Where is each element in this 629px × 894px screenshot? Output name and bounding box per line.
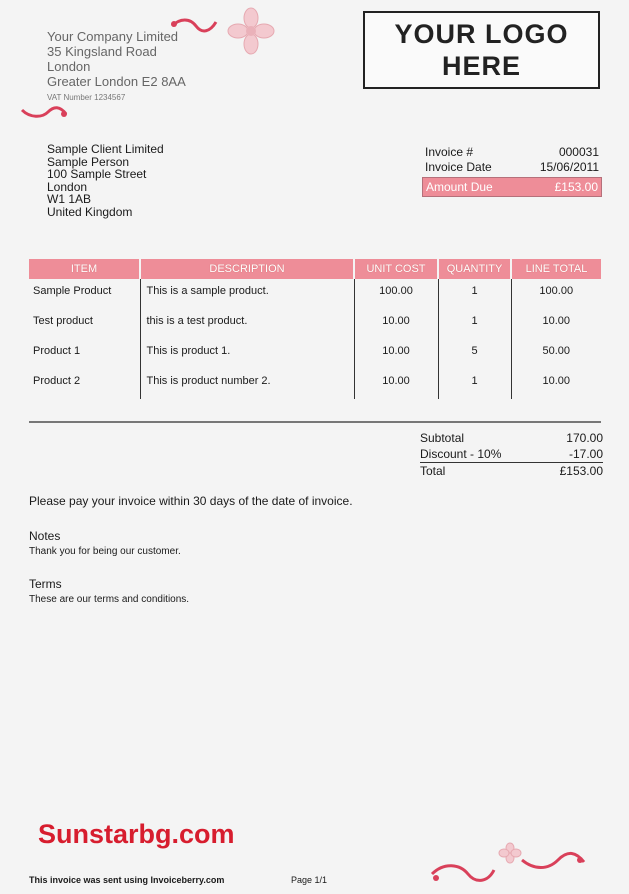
discount-label: Discount - 10%: [420, 447, 502, 461]
notes-title: Notes: [29, 529, 61, 543]
invoice-date-row: [422, 160, 602, 175]
totals-block: [420, 430, 603, 479]
cell-line-total: 10.00: [511, 309, 601, 339]
footer-sent-with: This invoice was sent using Invoiceberry.com: [29, 875, 225, 885]
flower-ornament-icon: [226, 6, 276, 56]
terms-text: These are our terms and conditions.: [29, 594, 190, 605]
cell-item: Product 2: [33, 375, 81, 387]
column-header-item: ITEM: [29, 259, 140, 279]
client-person: Sample Person: [47, 154, 130, 169]
cell-line-total: 50.00: [511, 339, 601, 369]
table-row: [29, 369, 601, 399]
company-address: [47, 29, 186, 89]
amount-due-value: £153.00: [554, 180, 598, 194]
discount-row: [420, 446, 603, 463]
cell-unit-cost: 10.00: [354, 369, 438, 399]
total-value: £153.00: [559, 464, 603, 478]
table-row: [29, 279, 601, 309]
cell-unit-cost: 10.00: [354, 339, 438, 369]
notes-text: Thank you for being our customer.: [29, 546, 181, 557]
company-address-line: Greater London E2 8AA: [47, 74, 186, 89]
table-header-row: [29, 259, 601, 279]
column-header-description: DESCRIPTION: [140, 259, 354, 279]
cell-quantity: 1: [438, 309, 511, 339]
column-header-unit-cost: UNIT COST: [354, 259, 438, 279]
logo-line: HERE: [441, 51, 521, 81]
watermark: Sunstarbg.com: [38, 819, 235, 849]
column-header-quantity: QUANTITY: [438, 259, 511, 279]
discount-value: -17.00: [568, 447, 603, 461]
client-address: [47, 143, 164, 218]
cell-line-total: 10.00: [511, 369, 601, 399]
line-items-table: [29, 259, 601, 399]
cell-description: this is a test product.: [140, 309, 354, 339]
invoice-number-label: Invoice #: [425, 145, 474, 159]
invoice-date-label: Invoice Date: [425, 160, 492, 174]
logo-placeholder: [363, 11, 600, 89]
table-row: [29, 339, 601, 369]
amount-due-row: [422, 177, 602, 197]
total-row: [420, 463, 603, 479]
cell-quantity: 5: [438, 339, 511, 369]
invoice-meta: [422, 145, 602, 197]
cell-line-total: 100.00: [511, 279, 601, 309]
terms-section: [29, 577, 189, 605]
company-address-line: London: [47, 59, 91, 74]
subtotal-value: 170.00: [566, 431, 603, 445]
client-city: London: [47, 179, 88, 194]
swirl-ornament-icon: [518, 850, 588, 874]
terms-title: Terms: [29, 577, 62, 591]
subtotal-label: Subtotal: [420, 431, 465, 445]
client-country: United Kingdom: [47, 204, 133, 219]
logo-line: YOUR LOGO: [394, 19, 569, 49]
cell-quantity: 1: [438, 369, 511, 399]
cell-description: This is a sample product.: [140, 279, 354, 309]
total-label: Total: [420, 464, 446, 478]
payment-note: Please pay your invoice within 30 days of the date of invoice.: [29, 494, 353, 508]
vat-number: VAT Number 1234567: [47, 93, 126, 102]
amount-due-label: Amount Due: [426, 180, 493, 194]
cell-item: Test product: [33, 315, 93, 327]
cell-quantity: 1: [438, 279, 511, 309]
client-street: 100 Sample Street: [47, 167, 147, 181]
client-name: Sample Client Limited: [47, 142, 164, 156]
invoice-number-row: [422, 145, 602, 160]
client-postcode: W1 1AB: [47, 192, 92, 206]
invoice-date-value: 15/06/2011: [539, 160, 599, 174]
cell-description: This is product number 2.: [140, 369, 354, 399]
swirl-ornament-icon: [20, 104, 68, 122]
company-address-line: 35 Kingsland Road: [47, 44, 157, 59]
cell-item: Sample Product: [33, 285, 112, 297]
cell-item: Product 1: [33, 345, 81, 357]
notes-section: [29, 529, 181, 557]
column-header-line-total: LINE TOTAL: [511, 259, 601, 279]
company-name: Your Company Limited: [47, 29, 179, 44]
subtotal-row: [420, 430, 603, 446]
swirl-ornament-icon: [428, 860, 498, 884]
cell-unit-cost: 10.00: [354, 309, 438, 339]
invoice-number-value: 000031: [558, 145, 599, 159]
cell-description: This is product 1.: [140, 339, 354, 369]
table-row: [29, 309, 601, 339]
divider: [29, 421, 601, 423]
cell-unit-cost: 100.00: [354, 279, 438, 309]
page-number: Page 1/1: [291, 875, 328, 885]
